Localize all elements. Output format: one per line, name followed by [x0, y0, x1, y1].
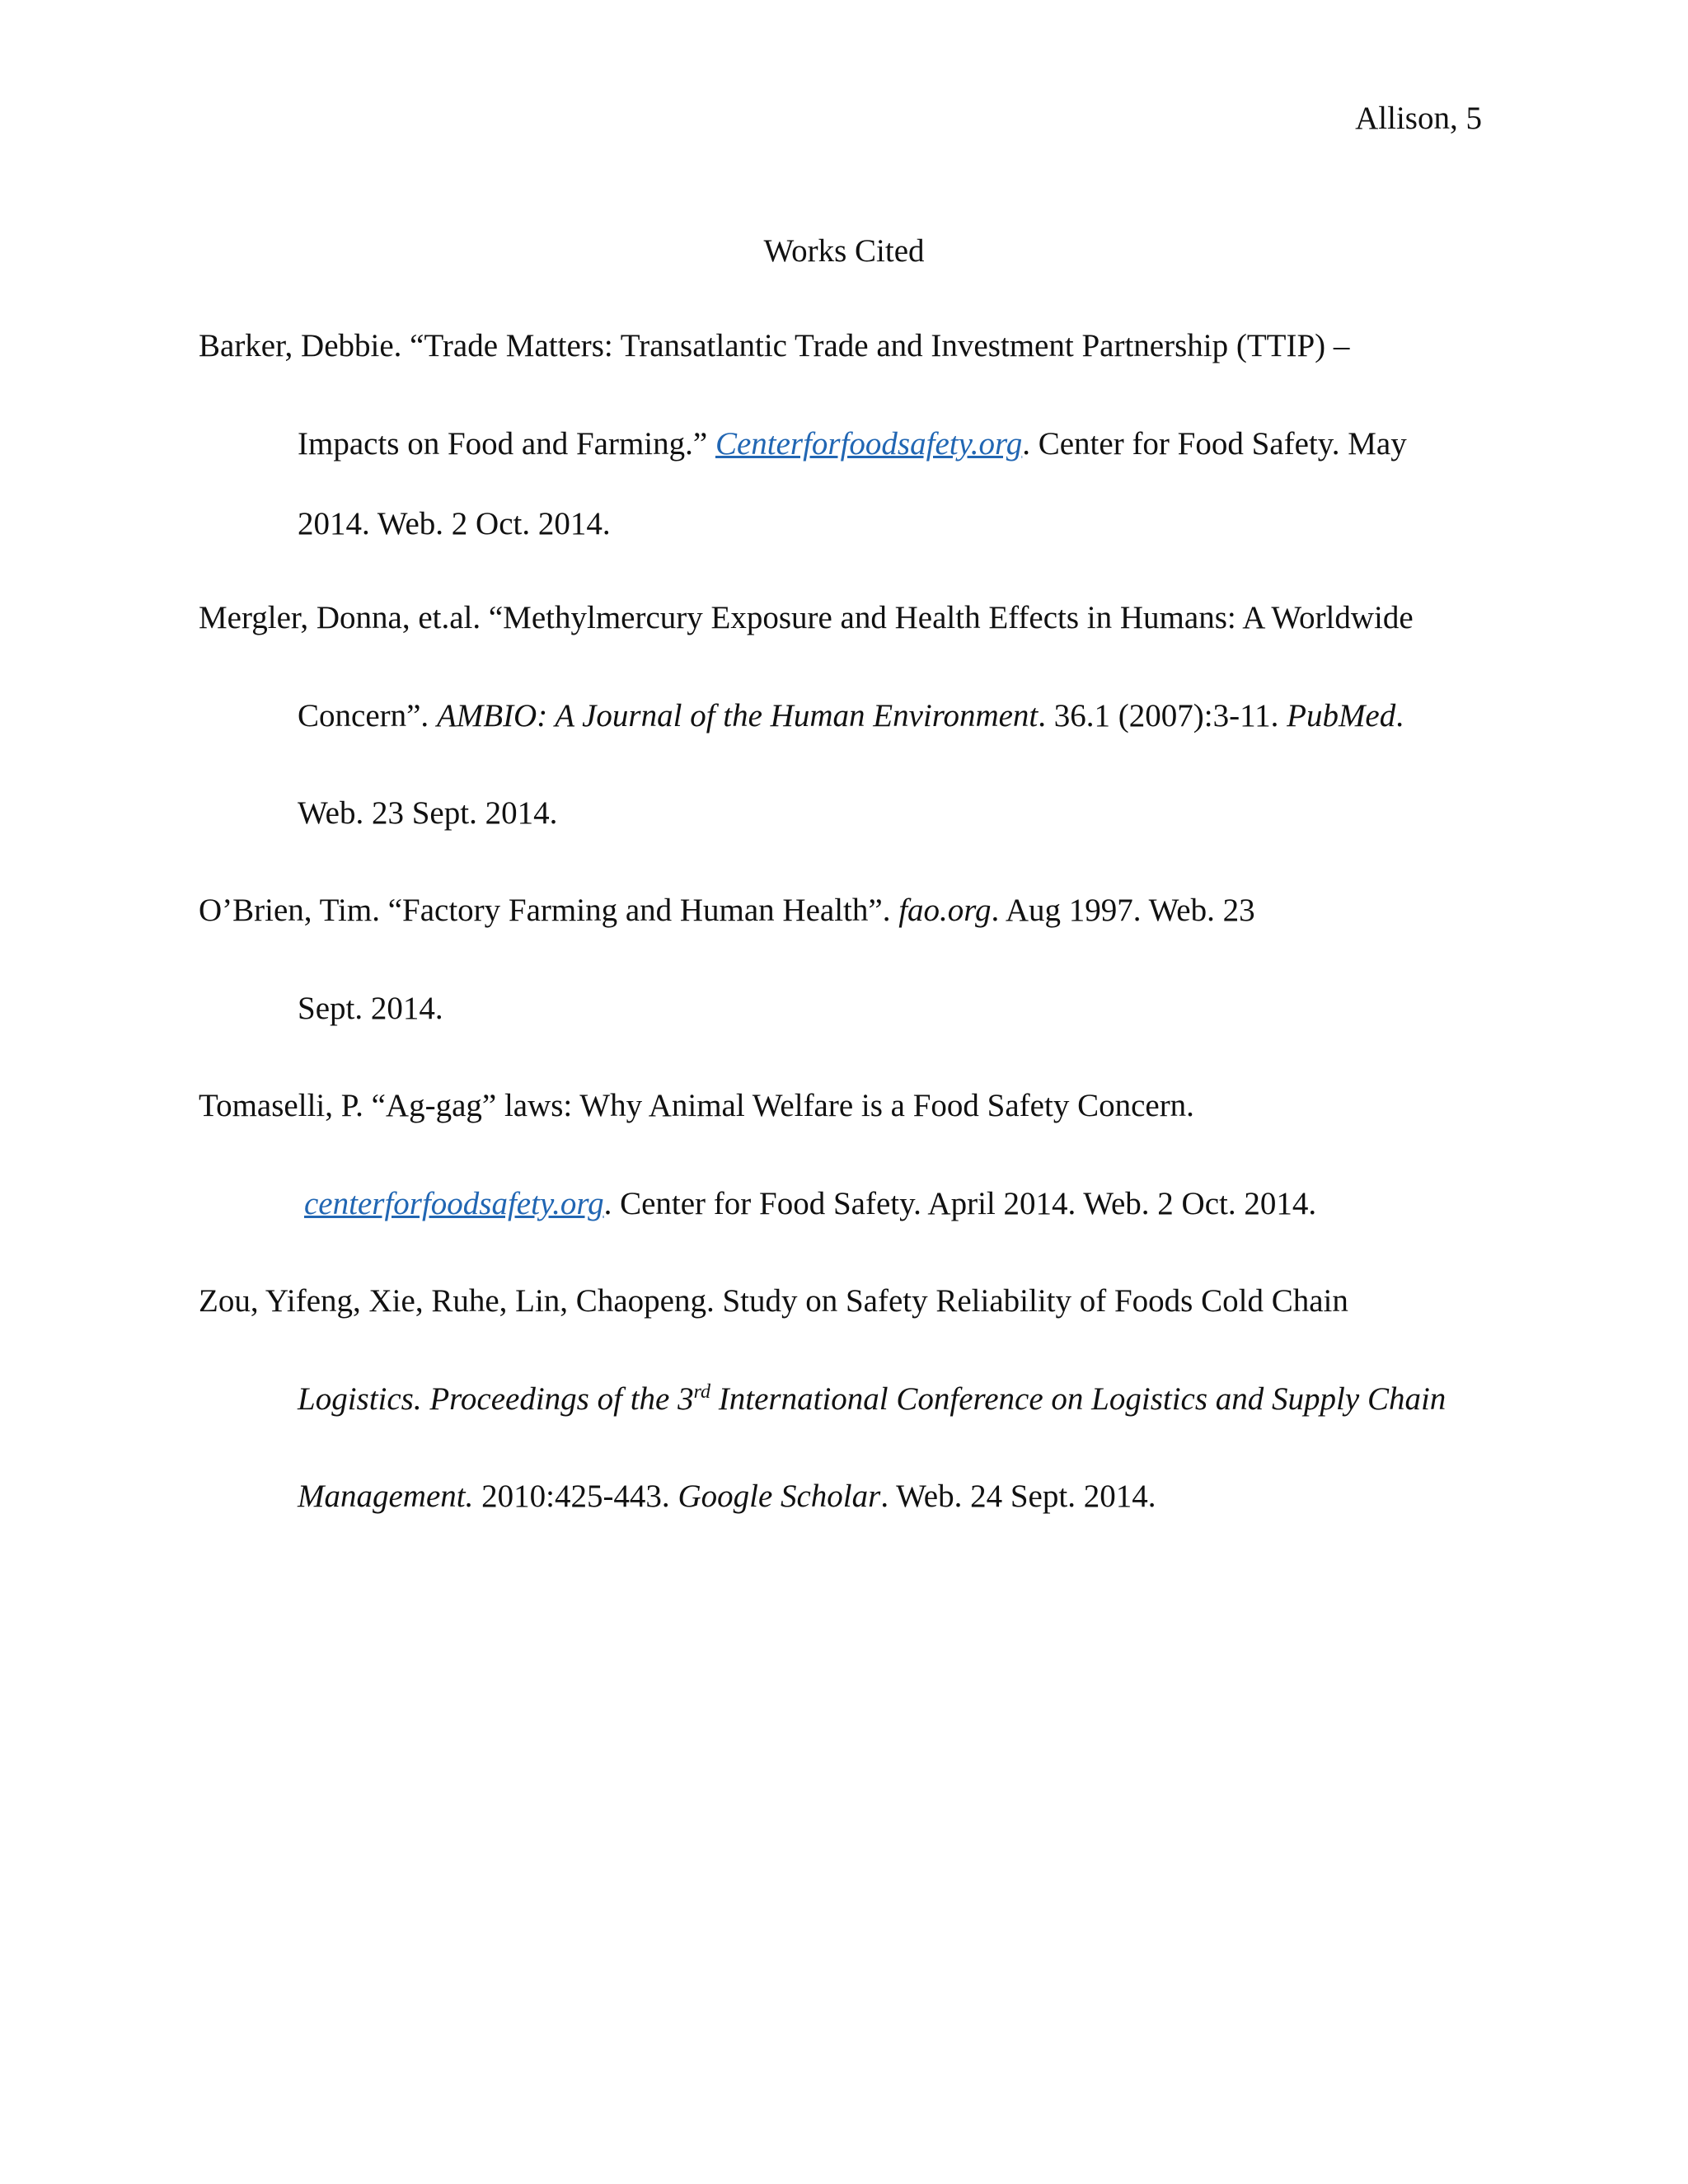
citation-line — [298, 1379, 1446, 1420]
citation-line: Mergler, Donna, et.al. “Methylmercury Exposure and Health Effects in Humans: A Worldwide — [199, 600, 1414, 635]
citation-text: . Web. 24 Sept. 2014. — [880, 1479, 1156, 1514]
running-head: Allison, 5 — [1355, 101, 1482, 136]
citation-database: PubMed — [1287, 698, 1396, 733]
citation-proceedings: International Conference on Logistics and Supply Chain — [710, 1381, 1447, 1417]
citation-text: . Aug 1997. Web. 23 — [991, 893, 1255, 928]
citation-line: 2014. Web. 2 Oct. 2014. — [298, 506, 611, 541]
citation-line — [298, 424, 1407, 465]
citation-line: Zou, Yifeng, Xie, Ruhe, Lin, Chaopeng. Study on Safety Reliability of Foods Cold Chain — [199, 1283, 1348, 1319]
citation-line: Tomaselli, P. “Ag-gag” laws: Why Animal Welfare is a Food Safety Concern. — [199, 1088, 1194, 1123]
citation-line: Web. 23 Sept. 2014. — [298, 795, 558, 831]
citation-text: Impacts on Food and Farming.” — [298, 426, 715, 462]
ordinal-superscript: rd — [693, 1381, 711, 1403]
citation-line: Sept. 2014. — [298, 991, 443, 1026]
citation-text: . Center for Food Safety. May — [1022, 426, 1407, 462]
citation-line — [298, 1476, 1156, 1517]
citation-journal: AMBIO: A Journal of the Human Environment — [436, 698, 1039, 733]
citation-text: 2010:425-443. — [473, 1479, 678, 1514]
citation-text: . — [1395, 698, 1404, 733]
citation-database: Google Scholar — [678, 1479, 881, 1514]
citation-line — [304, 1183, 1316, 1225]
citation-text: O’Brien, Tim. “Factory Farming and Human Health”. — [199, 893, 899, 928]
citation-line: Barker, Debbie. “Trade Matters: Transatlantic Trade and Investment Partnership (TTIP) – — [199, 328, 1350, 363]
citation-proceedings: Logistics. Proceedings of the 3 — [298, 1381, 694, 1417]
page-title: Works Cited — [763, 233, 925, 269]
citation-proceedings: Management. — [298, 1479, 474, 1514]
citation-line — [199, 890, 1255, 931]
citation-link[interactable]: Centerforfoodsafety.org — [715, 426, 1023, 462]
citation-text: Concern”. — [298, 698, 437, 733]
citation-line — [298, 696, 1404, 737]
citation-text: . 36.1 (2007):3-11. — [1038, 698, 1287, 733]
citation-website: fao.org — [898, 893, 992, 928]
citation-text: . Center for Food Safety. April 2014. Web. 2 Oct. 2014. — [603, 1186, 1317, 1221]
citation-link[interactable]: centerforfoodsafety.org — [304, 1186, 604, 1221]
